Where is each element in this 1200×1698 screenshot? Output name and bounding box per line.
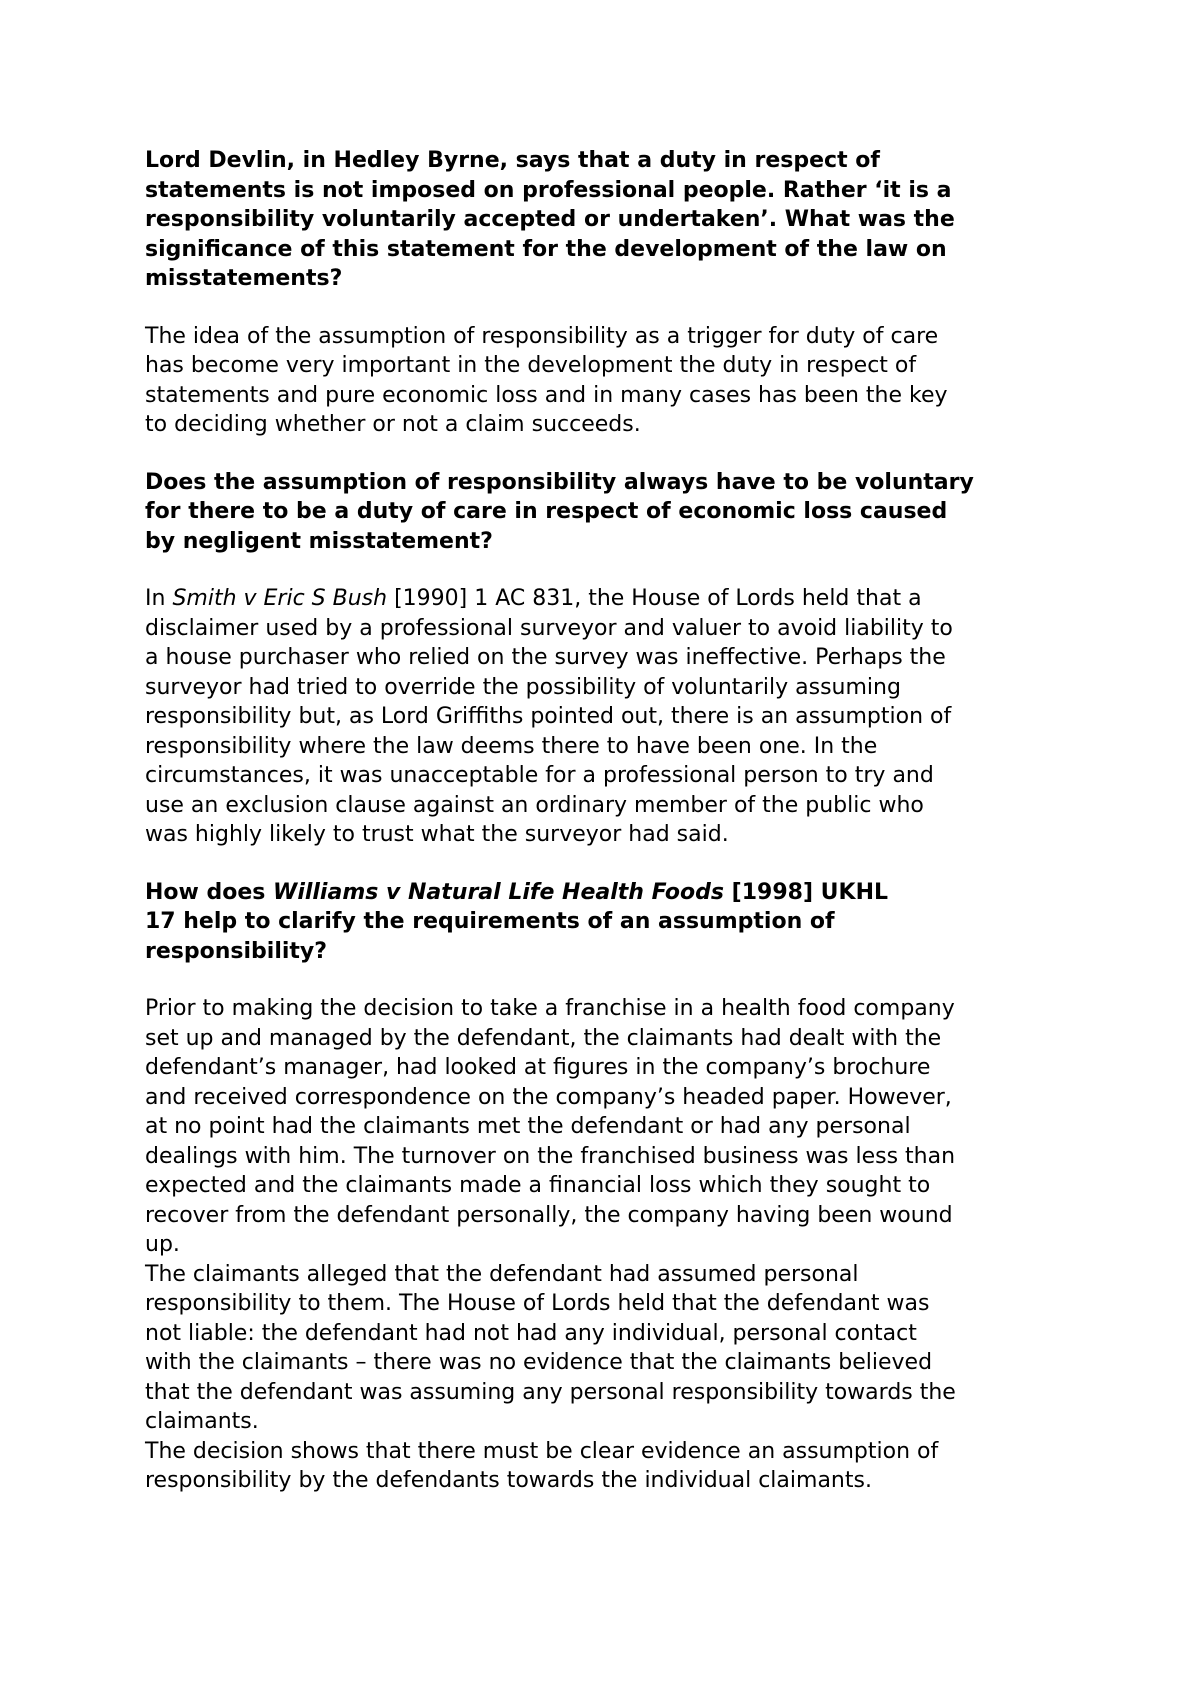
document-page [145, 146, 1075, 1496]
answer-line: that the defendant was assuming any personal responsibility towards the [145, 1379, 956, 1405]
answer-line: a house purchaser who relied on the survey was ineffective. Perhaps the [145, 645, 946, 670]
answer-line: responsibility where the law deems there to have been one. In the [145, 733, 878, 759]
answer-line: The idea of the assumption of responsibility as a trigger for duty of care [145, 323, 939, 349]
answer-line: not liable: the defendant had not had any individual, personal contact [145, 1320, 917, 1346]
answer-2 [145, 584, 1075, 850]
answer-line: and received correspondence on the company’s headed paper. However, [145, 1084, 952, 1110]
question-2 [145, 468, 1075, 557]
answer-line: The decision shows that there must be clear evidence an assumption of [145, 1438, 939, 1464]
answer-3 [145, 994, 1075, 1496]
answer-line: has become very important in the development the duty in respect of [145, 353, 917, 378]
answer-line: The claimants alleged that the defendant had assumed personal [145, 1261, 859, 1287]
answer-1 [145, 322, 1075, 440]
citation: [1998] UKHL [724, 879, 889, 905]
question-prefix: How does [145, 879, 274, 905]
question-line: Lord Devlin, in Hedley Byrne, says that a duty in respect of [145, 148, 880, 173]
question-line: Does the assumption of responsibility always have to be voluntary [145, 469, 974, 495]
answer-line: claimants. [145, 1409, 259, 1434]
answer-line: at no point had the claimants met the defendant or had any personal [145, 1114, 911, 1139]
answer-line: responsibility but, as Lord Griffiths pointed out, there is an assumption of [145, 704, 952, 729]
answer-line: to deciding whether or not a claim succeeds. [145, 412, 641, 437]
question-line: misstatements? [145, 266, 343, 291]
answer-line: disclaimer used by a professional surveyor and valuer to avoid liability to [145, 615, 953, 641]
answer-line: recover from the defendant personally, the company having been wound [145, 1202, 953, 1228]
question-line: responsibility? [145, 938, 328, 964]
answer-prefix: In [145, 586, 173, 611]
answer-line: with the claimants – there was no evidence that the claimants believed [145, 1350, 933, 1375]
question-line: for there to be a duty of care in respect of economic loss caused [145, 499, 948, 524]
answer-line: was highly likely to trust what the surveyor had said. [145, 822, 729, 847]
question-line: significance of this statement for the development of the law on [145, 236, 947, 262]
answer-line: expected and the claimants made a financial loss which they sought to [145, 1173, 931, 1198]
answer-line: statements and pure economic loss and in many cases has been the key [145, 382, 948, 408]
question-line-with-citation [145, 878, 1075, 908]
answer-line: dealings with him. The turnover on the franchised business was less than [145, 1143, 956, 1169]
case-name: Smith v Eric S Bush [172, 586, 388, 611]
question-line: statements is not imposed on professional people. Rather ‘it is a [145, 177, 952, 203]
answer-line: Prior to making the decision to take a franchise in a health food company [145, 996, 955, 1021]
question-line: 17 help to clarify the requirements of an assumption of [145, 909, 835, 934]
answer-line: surveyor had tried to override the possibility of voluntarily assuming [145, 674, 901, 700]
answer-line-with-citation [145, 584, 1075, 614]
question-line: responsibility voluntarily accepted or undertaken’. What was the [145, 207, 955, 232]
question-line: by negligent misstatement? [145, 528, 493, 554]
question-1 [145, 146, 1075, 294]
answer-line: responsibility to them. The House of Lords held that the defendant was [145, 1291, 930, 1316]
case-name: Williams v Natural Life Health Foods [273, 879, 724, 905]
citation: [1990] 1 AC 831, the House of Lords held that a [387, 586, 922, 611]
answer-line: responsibility by the defendants towards the individual claimants. [145, 1468, 872, 1493]
answer-line: up. [145, 1232, 180, 1257]
answer-line: set up and managed by the defendant, the claimants had dealt with the [145, 1025, 942, 1051]
answer-line: circumstances, it was unacceptable for a professional person to try and [145, 763, 934, 788]
question-3 [145, 878, 1075, 967]
answer-line: use an exclusion clause against an ordinary member of the public who [145, 792, 924, 818]
answer-line: defendant’s manager, had looked at figures in the company’s brochure [145, 1055, 931, 1080]
